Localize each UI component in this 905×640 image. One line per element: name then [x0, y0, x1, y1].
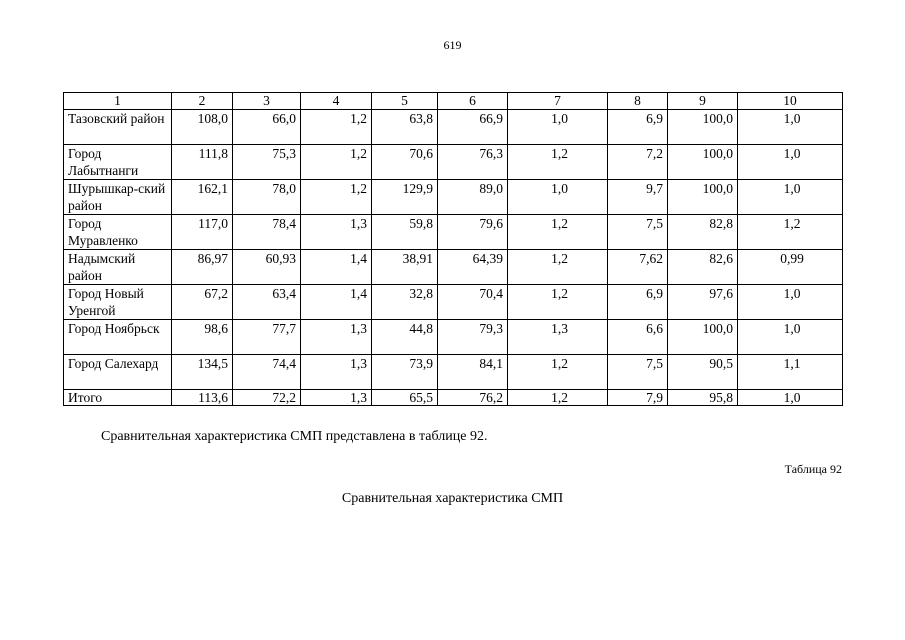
value-cell: 1,4: [301, 250, 372, 285]
value-cell: 78,4: [233, 215, 301, 250]
value-cell: 6,9: [608, 110, 668, 145]
value-cell: 1,2: [301, 180, 372, 215]
value-cell: 67,2: [172, 285, 233, 320]
value-cell: 0,99: [738, 250, 843, 285]
row-name-cell: Надымский район: [64, 250, 172, 285]
value-cell: 73,9: [372, 355, 438, 390]
table-body: [64, 110, 843, 406]
value-cell: 79,6: [438, 215, 508, 250]
table-header-row: [64, 93, 843, 110]
table-row: [64, 390, 843, 406]
column-header: 4: [301, 93, 372, 110]
value-cell: 1,0: [738, 285, 843, 320]
column-header: 9: [668, 93, 738, 110]
table-row: [64, 110, 843, 145]
value-cell: 70,4: [438, 285, 508, 320]
value-cell: 1,3: [301, 390, 372, 406]
value-cell: 1,4: [301, 285, 372, 320]
value-cell: 1,3: [508, 320, 608, 355]
value-cell: 76,2: [438, 390, 508, 406]
table-row: [64, 145, 843, 180]
table-row: [64, 250, 843, 285]
value-cell: 1,2: [508, 390, 608, 406]
value-cell: 1,0: [508, 110, 608, 145]
value-cell: 32,8: [372, 285, 438, 320]
value-cell: 64,39: [438, 250, 508, 285]
value-cell: 7,9: [608, 390, 668, 406]
value-cell: 1,2: [508, 285, 608, 320]
value-cell: 1,0: [738, 180, 843, 215]
table-row: [64, 320, 843, 355]
value-cell: 72,2: [233, 390, 301, 406]
value-cell: 7,2: [608, 145, 668, 180]
column-header: 3: [233, 93, 301, 110]
value-cell: 1,0: [738, 320, 843, 355]
column-header: 5: [372, 93, 438, 110]
value-cell: 1,3: [301, 320, 372, 355]
table-row: [64, 180, 843, 215]
column-header: 7: [508, 93, 608, 110]
value-cell: 1,2: [301, 145, 372, 180]
value-cell: 1,2: [508, 250, 608, 285]
value-cell: 1,2: [508, 215, 608, 250]
column-header: 10: [738, 93, 843, 110]
value-cell: 100,0: [668, 110, 738, 145]
value-cell: 108,0: [172, 110, 233, 145]
value-cell: 82,6: [668, 250, 738, 285]
row-name-cell: Город Новый Уренгой: [64, 285, 172, 320]
value-cell: 76,3: [438, 145, 508, 180]
value-cell: 6,9: [608, 285, 668, 320]
value-cell: 82,8: [668, 215, 738, 250]
table-row: [64, 285, 843, 320]
value-cell: 1,3: [301, 215, 372, 250]
row-name-cell: Город Муравленко: [64, 215, 172, 250]
value-cell: 60,93: [233, 250, 301, 285]
page-number: 619: [443, 38, 462, 52]
value-cell: 162,1: [172, 180, 233, 215]
value-cell: 89,0: [438, 180, 508, 215]
value-cell: 78,0: [233, 180, 301, 215]
row-name-cell: Шурышкар-ский район: [64, 180, 172, 215]
row-name-cell: Город Салехард: [64, 355, 172, 390]
value-cell: 65,5: [372, 390, 438, 406]
value-cell: 66,9: [438, 110, 508, 145]
table-row: [64, 215, 843, 250]
value-cell: 44,8: [372, 320, 438, 355]
value-cell: 66,0: [233, 110, 301, 145]
value-cell: 38,91: [372, 250, 438, 285]
value-cell: 113,6: [172, 390, 233, 406]
value-cell: 100,0: [668, 320, 738, 355]
column-header: 1: [64, 93, 172, 110]
value-cell: 1,2: [508, 355, 608, 390]
table-title: Сравнительная характеристика СМП: [341, 491, 564, 506]
value-cell: 1,2: [738, 215, 843, 250]
value-cell: 70,6: [372, 145, 438, 180]
value-cell: 97,6: [668, 285, 738, 320]
value-cell: 98,6: [172, 320, 233, 355]
value-cell: 77,7: [233, 320, 301, 355]
row-name-cell: Город Ноябрьск: [64, 320, 172, 355]
value-cell: 9,7: [608, 180, 668, 215]
value-cell: 86,97: [172, 250, 233, 285]
body-paragraph: Сравнительная характеристика СМП представлена в таблице 92.: [101, 429, 488, 444]
value-cell: 95,8: [668, 390, 738, 406]
value-cell: 1,2: [508, 145, 608, 180]
value-cell: 84,1: [438, 355, 508, 390]
value-cell: 1,0: [508, 180, 608, 215]
value-cell: 100,0: [668, 180, 738, 215]
row-name-cell: Итого: [64, 390, 172, 406]
value-cell: 111,8: [172, 145, 233, 180]
table-label: Таблица 92: [784, 462, 842, 476]
column-header: 8: [608, 93, 668, 110]
value-cell: 117,0: [172, 215, 233, 250]
value-cell: 63,8: [372, 110, 438, 145]
value-cell: 100,0: [668, 145, 738, 180]
column-header: 6: [438, 93, 508, 110]
value-cell: 59,8: [372, 215, 438, 250]
data-table: [63, 92, 843, 406]
value-cell: 1,0: [738, 145, 843, 180]
value-cell: 74,4: [233, 355, 301, 390]
column-header: 2: [172, 93, 233, 110]
value-cell: 1,2: [301, 110, 372, 145]
value-cell: 79,3: [438, 320, 508, 355]
value-cell: 7,62: [608, 250, 668, 285]
value-cell: 1,3: [301, 355, 372, 390]
value-cell: 129,9: [372, 180, 438, 215]
row-name-cell: Тазовский район: [64, 110, 172, 145]
value-cell: 134,5: [172, 355, 233, 390]
table-row: [64, 355, 843, 390]
value-cell: 7,5: [608, 215, 668, 250]
value-cell: 1,1: [738, 355, 843, 390]
value-cell: 7,5: [608, 355, 668, 390]
row-name-cell: Город Лабытнанги: [64, 145, 172, 180]
value-cell: 90,5: [668, 355, 738, 390]
value-cell: 1,0: [738, 390, 843, 406]
value-cell: 1,0: [738, 110, 843, 145]
value-cell: 6,6: [608, 320, 668, 355]
value-cell: 75,3: [233, 145, 301, 180]
value-cell: 63,4: [233, 285, 301, 320]
